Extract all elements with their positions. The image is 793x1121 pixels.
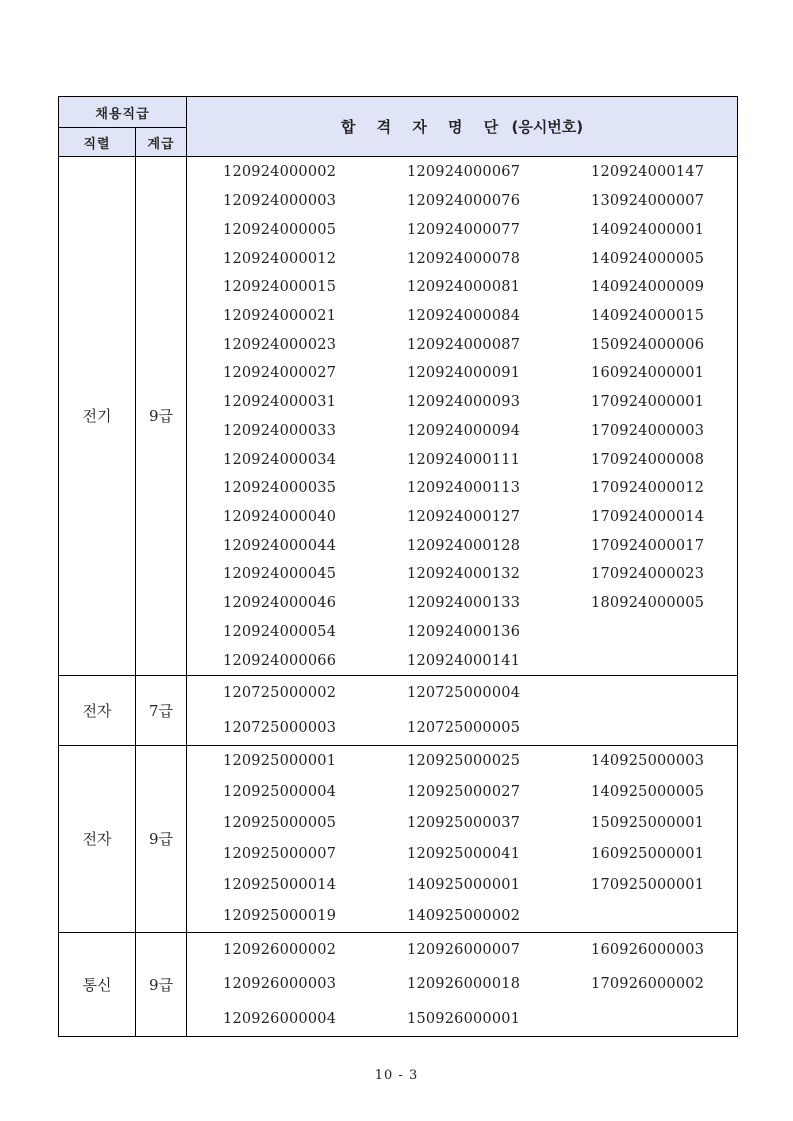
grade-cell: 9급	[136, 157, 187, 676]
candidate-number	[591, 646, 775, 675]
candidate-number: 140924000005	[591, 250, 705, 267]
candidate-number	[591, 1002, 775, 1036]
candidate-number: 120925000007	[223, 846, 337, 863]
candidate-number: 120924000021	[223, 307, 337, 324]
candidate-number: 120925000001	[223, 753, 337, 770]
candidate-number-list	[187, 157, 737, 675]
field-header: 직렬	[59, 128, 136, 157]
candidate-number: 120924000132	[407, 566, 521, 583]
candidate-number: 140925000003	[591, 753, 705, 770]
candidate-number: 120924000045	[223, 566, 337, 583]
candidate-number: 140925000002	[407, 908, 521, 925]
candidate-number: 120924000067	[407, 164, 521, 181]
candidate-number: 170924000008	[591, 451, 705, 468]
section-row	[59, 675, 738, 745]
candidate-number: 120924000141	[407, 652, 521, 669]
candidate-number: 120924000128	[407, 537, 521, 554]
pass-list-title-suffix: (응시번호)	[511, 118, 584, 136]
candidate-number: 120924000023	[223, 336, 337, 353]
candidate-number: 120924000136	[407, 623, 521, 640]
candidate-numbers-cell	[187, 745, 738, 932]
candidate-number: 120924000084	[407, 307, 521, 324]
candidate-number: 150926000001	[407, 1010, 521, 1027]
field-cell: 전기	[59, 157, 136, 676]
field-cell: 전자	[59, 675, 136, 745]
candidate-number: 120924000093	[407, 394, 521, 411]
candidate-number: 120925000041	[407, 846, 521, 863]
candidate-number: 120725000002	[223, 685, 337, 702]
pass-list-title: 합 격 자 명 단	[340, 118, 507, 136]
candidate-number: 120924000054	[223, 623, 337, 640]
candidate-number-list	[187, 746, 737, 932]
candidate-number: 120924000002	[223, 164, 337, 181]
candidate-number: 120924000015	[223, 279, 337, 296]
candidate-number: 120924000076	[407, 193, 521, 210]
candidate-number: 120924000027	[223, 365, 337, 382]
section-row	[59, 157, 738, 676]
table-body	[59, 157, 738, 1037]
candidate-number: 120926000018	[407, 976, 521, 993]
candidate-number: 120924000040	[223, 508, 337, 525]
candidate-number: 120924000113	[407, 480, 521, 497]
candidate-number: 170924000023	[591, 566, 705, 583]
candidate-number	[591, 618, 775, 647]
candidate-number: 120924000033	[223, 422, 337, 439]
candidate-number: 120924000012	[223, 250, 337, 267]
candidate-number: 120925000027	[407, 784, 521, 801]
candidate-number: 160926000003	[591, 942, 705, 959]
pass-list-header	[187, 97, 738, 157]
candidate-number: 170925000001	[591, 877, 705, 894]
candidate-number: 120725000005	[407, 719, 521, 736]
candidate-number: 120926000002	[223, 942, 337, 959]
candidate-number: 180924000005	[591, 595, 705, 612]
candidate-number: 120925000004	[223, 784, 337, 801]
candidate-number: 120925000005	[223, 815, 337, 832]
grade-cell: 9급	[136, 932, 187, 1036]
candidate-number	[591, 676, 775, 711]
grade-cell: 7급	[136, 675, 187, 745]
grade-cell: 9급	[136, 745, 187, 932]
candidate-number: 120924000147	[591, 164, 705, 181]
candidate-number: 140924000001	[591, 221, 705, 238]
candidate-number: 120924000091	[407, 365, 521, 382]
candidate-number: 120926000004	[223, 1010, 337, 1027]
candidate-number: 120925000037	[407, 815, 521, 832]
candidate-number: 120924000034	[223, 451, 337, 468]
candidate-number: 120925000025	[407, 753, 521, 770]
candidate-number-list	[187, 933, 737, 1036]
candidate-number: 120924000087	[407, 336, 521, 353]
candidate-number: 170924000017	[591, 537, 705, 554]
candidate-number: 140924000009	[591, 279, 705, 296]
candidate-number: 140925000001	[407, 877, 521, 894]
candidate-number: 120924000133	[407, 595, 521, 612]
candidate-number: 120924000077	[407, 221, 521, 238]
candidate-numbers-cell	[187, 157, 738, 676]
candidate-number: 150925000001	[591, 815, 705, 832]
section-row	[59, 745, 738, 932]
candidate-number: 120924000127	[407, 508, 521, 525]
candidate-number: 120924000005	[223, 221, 337, 238]
page-number: 10 - 3	[374, 1068, 419, 1083]
candidate-number: 120725000004	[407, 685, 521, 702]
candidate-number: 170924000014	[591, 508, 705, 525]
candidate-numbers-cell	[187, 675, 738, 745]
candidate-number	[591, 710, 775, 745]
candidate-number: 120924000094	[407, 422, 521, 439]
candidate-number: 120925000019	[223, 908, 337, 925]
candidate-number: 170926000002	[591, 976, 705, 993]
candidate-number: 120924000046	[223, 595, 337, 612]
candidate-number: 120926000007	[407, 942, 521, 959]
candidate-number: 120924000078	[407, 250, 521, 267]
candidate-number: 120924000066	[223, 652, 337, 669]
candidate-number: 120924000081	[407, 279, 521, 296]
candidate-number: 120924000003	[223, 193, 337, 210]
recruit-grade-header: 채용직급	[59, 97, 187, 128]
candidate-number: 170924000001	[591, 394, 705, 411]
candidate-number: 160925000001	[591, 846, 705, 863]
candidate-number: 140925000005	[591, 784, 705, 801]
candidate-number: 120924000035	[223, 480, 337, 497]
candidate-number: 120924000044	[223, 537, 337, 554]
candidate-number: 170924000012	[591, 480, 705, 497]
candidate-number	[591, 901, 775, 932]
candidate-number: 140924000015	[591, 307, 705, 324]
header-row-1	[59, 97, 738, 128]
candidate-numbers-cell	[187, 932, 738, 1036]
candidate-number: 120924000111	[407, 451, 521, 468]
field-cell: 통신	[59, 932, 136, 1036]
candidate-number: 130924000007	[591, 193, 705, 210]
candidate-number: 120924000031	[223, 394, 337, 411]
grade-header: 계급	[136, 128, 187, 157]
section-row	[59, 932, 738, 1036]
candidate-number: 170924000003	[591, 422, 705, 439]
results-table	[58, 96, 738, 1037]
candidate-number: 150924000006	[591, 336, 705, 353]
candidate-number: 160924000001	[591, 365, 705, 382]
field-cell: 전자	[59, 745, 136, 932]
candidate-number-list	[187, 676, 737, 745]
candidate-number: 120925000014	[223, 877, 337, 894]
candidate-number: 120926000003	[223, 976, 337, 993]
candidate-number: 120725000003	[223, 719, 337, 736]
